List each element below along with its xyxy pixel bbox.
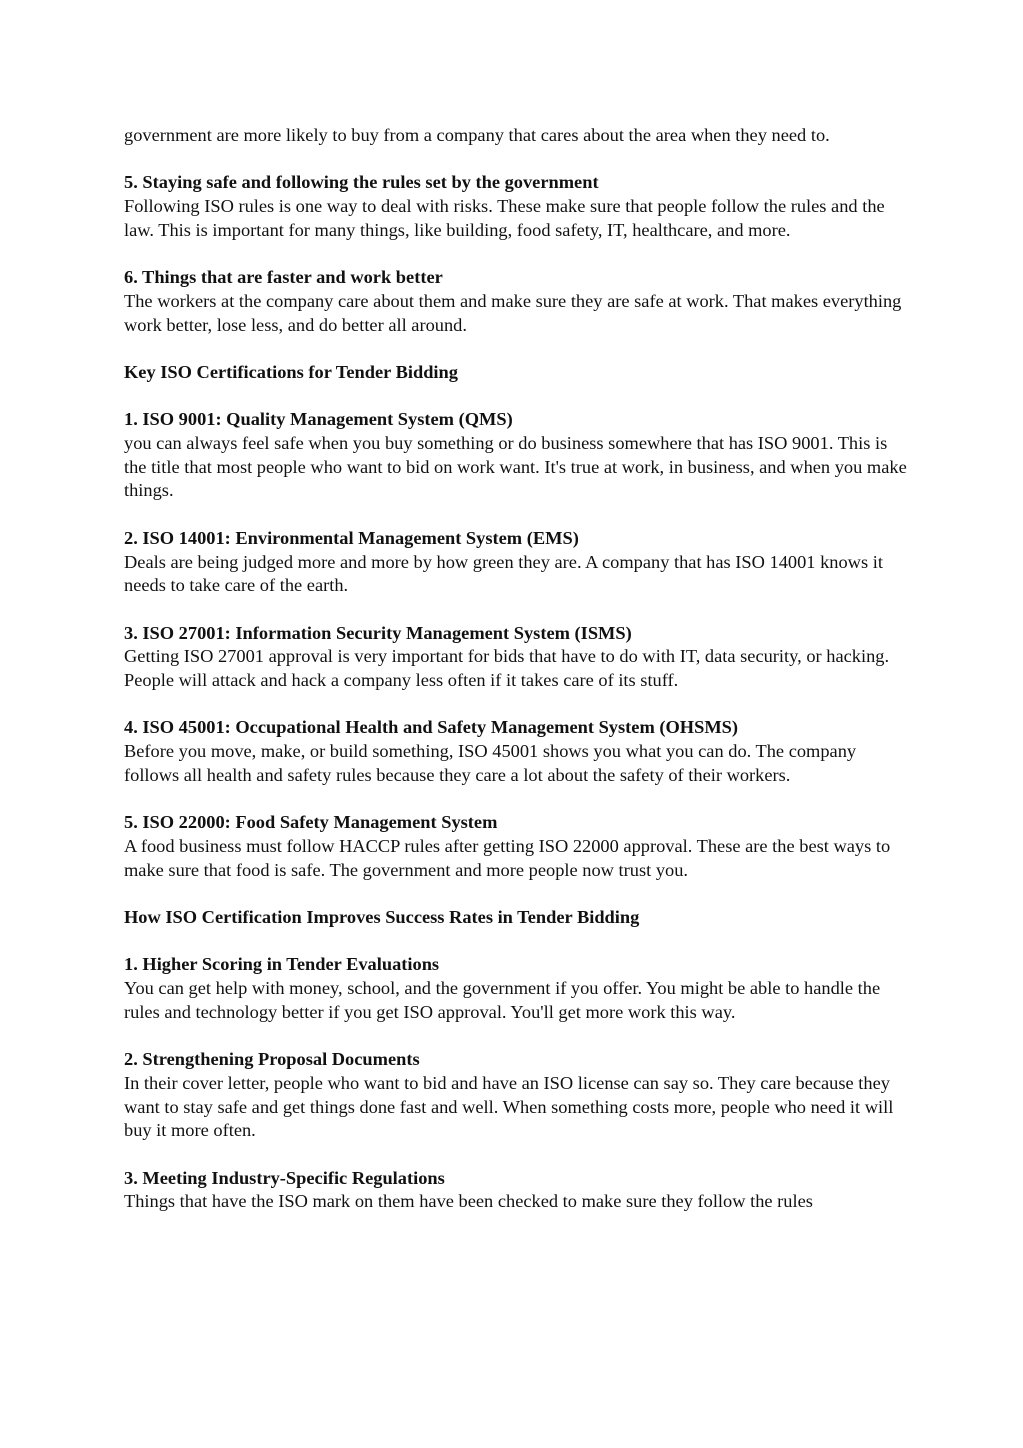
cert-section-iso-9001	[124, 408, 909, 503]
improves-heading: 1. Higher Scoring in Tender Evaluations	[124, 954, 440, 975]
improves-heading: 3. Meeting Industry-Specific Regulations	[124, 1167, 445, 1188]
cert-heading: 3. ISO 27001: Information Security Management System (ISMS)	[124, 622, 632, 643]
cert-section-iso-27001	[124, 622, 909, 693]
improves-body: In their cover letter, people who want to bid and have an ISO license can say so. They care because they want to stay safe and get things done fast and well. When something costs more, people who need it will buy it more often.	[124, 1072, 894, 1141]
cert-heading: 5. ISO 22000: Food Safety Management System	[124, 812, 498, 833]
cert-body: you can always feel safe when you buy something or do business somewhere that has ISO 9001. This is the title that most people who want to bid on work want. It's true at work, in business, and when you make things.	[124, 433, 907, 501]
benefit-body: The workers at the company care about them and make sure they are safe at work. That makes everything work better, lose less, and do better all around.	[124, 290, 902, 335]
key-certifications-title: Key ISO Certifications for Tender Bidding	[124, 361, 458, 382]
cert-heading: 2. ISO 14001: Environmental Management System (EMS)	[124, 527, 579, 548]
benefit-section-6	[124, 266, 909, 337]
document-page	[124, 124, 909, 1238]
improves-section-3	[124, 1167, 909, 1214]
improves-body: Things that have the ISO mark on them have been checked to make sure they follow the rules	[124, 1191, 813, 1212]
benefit-body: Following ISO rules is one way to deal with risks. These make sure that people follow the rules and the law. This is important for many things, like building, food safety, IT, healthcare, and more.	[124, 196, 885, 240]
improves-section-2	[124, 1048, 909, 1143]
cert-heading: 4. ISO 45001: Occupational Health and Safety Management System (OHSMS)	[124, 717, 739, 738]
cert-section-iso-45001	[124, 716, 909, 787]
improves-heading: 2. Strengthening Proposal Documents	[124, 1049, 420, 1070]
cert-section-iso-14001	[124, 527, 909, 598]
intro-paragraph: government are more likely to buy from a company that cares about the area when they need to.	[124, 125, 830, 145]
cert-body: Before you move, make, or build something, ISO 45001 shows you what you can do. The company follows all health and safety rules because they care a lot about the safety of their workers.	[124, 741, 857, 785]
cert-section-iso-22000	[124, 811, 909, 882]
benefit-section-5	[124, 171, 909, 242]
benefit-heading: 6. Things that are faster and work better	[124, 267, 443, 288]
cert-body: A food business must follow HACCP rules after getting ISO 22000 approval. These are the best ways to make sure that food is safe. The government and more people now trust you.	[124, 835, 891, 880]
improves-success-title: How ISO Certification Improves Success Rates in Tender Bidding	[124, 907, 640, 928]
cert-body: Getting ISO 27001 approval is very important for bids that have to do with IT, data security, or hacking. People will attack and hack a company less often if it takes care of its stuff.	[124, 646, 890, 691]
cert-heading: 1. ISO 9001: Quality Management System (QMS)	[124, 409, 513, 430]
improves-section-1	[124, 953, 909, 1024]
cert-body: Deals are being judged more and more by how green they are. A company that has ISO 14001 knows it needs to take care of the earth.	[124, 551, 883, 596]
benefit-heading: 5. Staying safe and following the rules set by the government	[124, 172, 599, 193]
improves-body: You can get help with money, school, and the government if you offer. You might be able to handle the rules and technology better if you get ISO approval. You'll get more work this way.	[124, 978, 881, 1022]
